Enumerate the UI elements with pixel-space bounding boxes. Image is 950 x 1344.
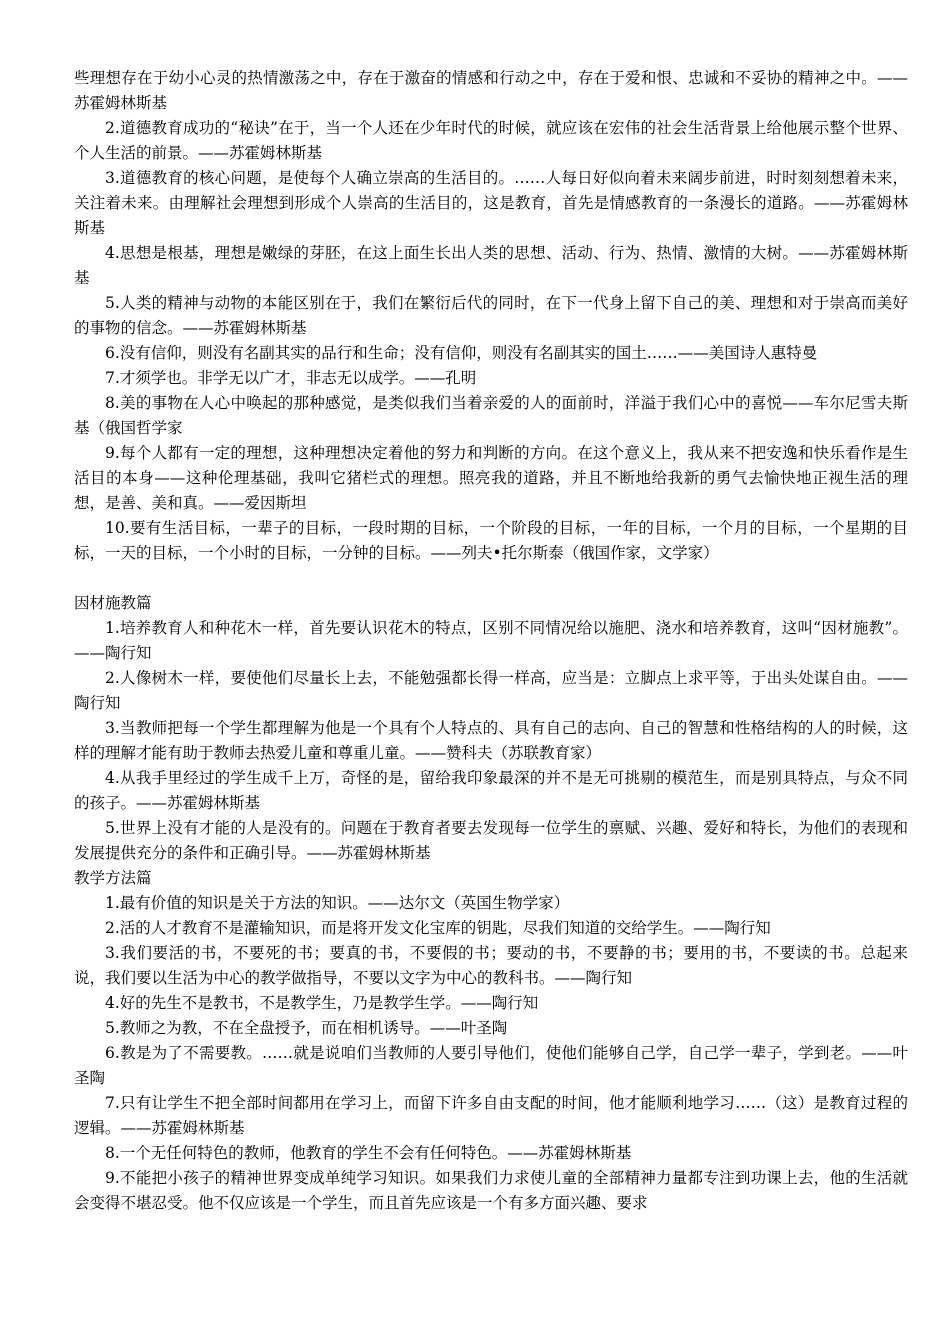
section-title: 教学方法篇 [74, 869, 152, 887]
quote-item: 2.人像树木一样，要使他们尽量长上去，不能勉强都长得一样高，应当是：立脚点上求平等，于出头处谋自由。——陶行知 [74, 669, 908, 712]
quote-item: 8.美的事物在人心中唤起的那种感觉，是类似我们当着亲爱的人的面前时，洋溢于我们心中的喜悦——车尔尼雪夫斯基（俄国哲学家 [74, 394, 908, 437]
quote-item: 4.好的先生不是教书，不是教学生，乃是教学生学。——陶行知 [105, 994, 539, 1012]
quote-item: 1.最有价值的知识是关于方法的知识。——达尔文（英国生物学家） [105, 894, 570, 912]
quote-item: 1.培养教育人和种花木一样，首先要认识花木的特点，区别不同情况给以施肥、浇水和培养教育，这叫“因材施教”。——陶行知 [74, 619, 908, 662]
quote-item: 5.世界上没有才能的人是没有的。问题在于教育者要去发现每一位学生的禀赋、兴趣、爱好和特长，为他们的表现和发展提供充分的条件和正确引导。——苏霍姆林斯基 [74, 819, 908, 862]
quote-item: 4.从我手里经过的学生成千上万，奇怪的是，留给我印象最深的并不是无可挑剔的模范生，而是别具特点，与众不同的孩子。——苏霍姆林斯基 [74, 769, 908, 812]
section-teaching-methods [74, 866, 908, 1216]
section-spacer [74, 566, 908, 591]
quote-item: 3.道德教育的核心问题，是使每个人确立崇高的生活目的。……人每日好似向着未来阔步前进，时时刻刻想着未来，关注着未来。由理解社会理想到形成个人崇高的生活目的，这是教育，首先是情感教育的一条漫长的道路。——苏霍姆林斯基 [74, 169, 908, 237]
quote-item: 5.教师之为教，不在全盘授予，而在相机诱导。——叶圣陶 [105, 1019, 508, 1037]
quote-item: 6.教是为了不需要教。……就是说咱们当教师的人要引导他们，使他们能够自己学，自己学一辈子，学到老。——叶圣陶 [74, 1044, 908, 1087]
document-page [74, 66, 908, 1216]
quote-item: 2.活的人才教育不是灌输知识，而是将开发文化宝库的钥匙，尽我们知道的交给学生。——陶行知 [105, 919, 771, 937]
quote-item: 5.人类的精神与动物的本能区别在于，我们在繁衍后代的同时，在下一代身上留下自己的美、理想和对于崇高而美好的事物的信念。——苏霍姆林斯基 [74, 294, 908, 337]
quote-item: 3.当教师把每一个学生都理解为他是一个具有个人特点的、具有自己的志向、自己的智慧和性格结构的人的时候，这样的理解才能有助于教师去热爱儿童和尊重儿童。——赞科夫（苏联教育家） [74, 719, 908, 762]
quote-item: 7.才须学也。非学无以广才，非志无以成学。——孔明 [105, 369, 477, 387]
quote-item: 7.只有让学生不把全部时间都用在学习上，而留下许多自由支配的时间，他才能顺利地学习……（这）是教育过程的逻辑。——苏霍姆林斯基 [74, 1094, 908, 1137]
quote-item: 9.每个人都有一定的理想，这种理想决定着他的努力和判断的方向。在这个意义上，我从来不把安逸和快乐看作是生活目的本身——这种伦理基础，我叫它猪栏式的理想。照亮我的道路，并且不断地给我新的勇气去愉快地正视生活的理想，是善、美和真。——爱因斯坦 [74, 444, 908, 512]
quote-item: 3.我们要活的书，不要死的书；要真的书，不要假的书；要动的书，不要静的书；要用的书，不要读的书。总起来说，我们要以生活为中心的教学做指导，不要以文字为中心的教科书。——陶行知 [74, 944, 908, 987]
quote-item: 4.思想是根基，理想是嫩绿的芽胚，在这上面生长出人类的思想、活动、行为、热情、激情的大树。——苏霍姆林斯基 [74, 244, 908, 287]
quote-item: 10.要有生活目标，一辈子的目标，一段时期的目标，一个阶段的目标，一年的目标，一个月的目标，一个星期的目标，一天的目标，一个小时的目标，一分钟的目标。——列夫•托尔斯泰（俄国作家，文学家） [74, 519, 908, 562]
quote-item: 6.没有信仰，则没有名副其实的品行和生命；没有信仰，则没有名副其实的国土……——美国诗人惠特曼 [105, 344, 818, 362]
quote-item: 8.一个无任何特色的教师，他教育的学生不会有任何特色。——苏霍姆林斯基 [105, 1144, 632, 1162]
ideal-quotes-list [74, 116, 908, 566]
intro-continuation: 些理想存在于幼小心灵的热情激荡之中，存在于激奋的情感和行动之中，存在于爱和恨、忠诚和不妥协的精神之中。——苏霍姆林斯基 [74, 69, 908, 112]
quote-item: 2.道德教育成功的“秘诀”在于，当一个人还在少年时代的时候，就应该在宏伟的社会生活背景上给他展示整个世界、个人生活的前景。——苏霍姆林斯基 [74, 119, 908, 162]
quote-item: 9.不能把小孩子的精神世界变成单纯学习知识。如果我们力求使儿童的全部精神力量都专注到功课上去，他的生活就会变得不堪忍受。他不仅应该是一个学生，而且首先应该是一个有多方面兴趣、要求 [74, 1169, 908, 1212]
section-teaching-by-aptitude [74, 591, 908, 866]
section-title: 因材施教篇 [74, 594, 152, 612]
